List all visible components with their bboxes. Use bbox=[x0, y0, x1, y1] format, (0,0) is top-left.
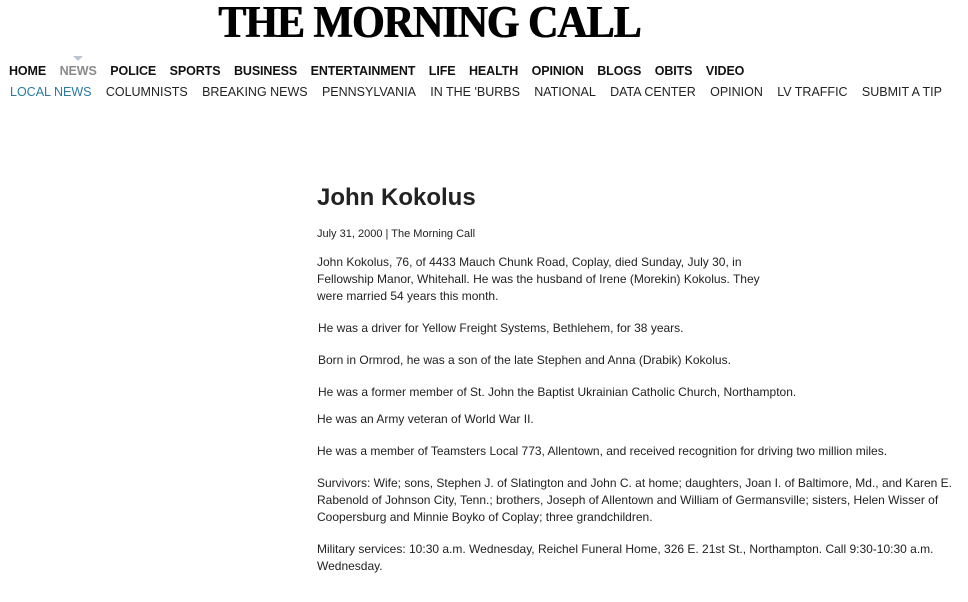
nav-health[interactable]: HEALTH bbox=[468, 64, 519, 78]
article-source: The Morning Call bbox=[391, 228, 476, 240]
article-title: John Kokolus bbox=[317, 184, 476, 211]
nav-obits[interactable]: OBITS bbox=[654, 64, 693, 78]
nav-life[interactable]: LIFE bbox=[428, 64, 456, 78]
secondary-nav bbox=[10, 84, 956, 100]
paragraph-line: He was a member of Teamsters Local 773, Allentown, and received recognition for driving two million miles. bbox=[317, 444, 888, 458]
article-paragraph bbox=[317, 443, 967, 460]
article-paragraph bbox=[317, 254, 967, 305]
nav-opinion[interactable]: OPINION bbox=[531, 64, 584, 78]
primary-nav bbox=[9, 63, 758, 79]
obituary-article bbox=[317, 182, 967, 590]
subnav-columnists[interactable]: COLUMNISTS bbox=[105, 85, 188, 99]
subnav-in-the-burbs[interactable]: IN THE 'BURBS bbox=[430, 85, 520, 99]
article-date: July 31, 2000 bbox=[317, 228, 383, 240]
subnav-lv-traffic[interactable]: LV TRAFFIC bbox=[777, 85, 848, 99]
subnav-data-center[interactable]: DATA CENTER bbox=[610, 85, 696, 99]
paragraph-line: were married 54 years this month. bbox=[317, 289, 499, 303]
nav-video[interactable]: VIDEO bbox=[705, 64, 745, 78]
nav-sports[interactable]: SPORTS bbox=[169, 64, 221, 78]
active-caret-icon bbox=[73, 56, 83, 61]
nav-news-label: NEWS bbox=[59, 64, 97, 78]
subnav-submit-a-tip[interactable]: SUBMIT A TIP bbox=[861, 85, 942, 99]
paragraph-line: Survivors: Wife; sons, Stephen J. of Slatington and John C. at home; daughters, Joan I. of Baltimore, Md., and Karen E. bbox=[317, 476, 953, 490]
subnav-pennsylvania[interactable]: PENNSYLVANIA bbox=[321, 85, 416, 99]
paragraph-line: Coopersburg and Minnie Boyko of Coplay; three grandchildren. bbox=[317, 510, 653, 524]
paragraph-line: Military services: 10:30 a.m. Wednesday, Reichel Funeral Home, 326 E. 21st St., Northampton. Call 9:30-10:30 a.m. bbox=[317, 542, 934, 556]
paragraph-line: Wednesday. bbox=[317, 559, 383, 573]
site-logo[interactable]: THE MORNING CALL bbox=[218, 0, 641, 47]
paragraph-line: He was an Army veteran of World War II. bbox=[317, 412, 534, 426]
paragraph-line: Born in Ormrod, he was a son of the late Stephen and Anna (Drabik) Kokolus. bbox=[318, 353, 731, 367]
subnav-national[interactable]: NATIONAL bbox=[534, 85, 596, 99]
nav-home[interactable]: HOME bbox=[9, 64, 47, 78]
paragraph-line: He was a driver for Yellow Freight Systems, Bethlehem, for 38 years. bbox=[318, 321, 684, 335]
article-paragraph bbox=[317, 320, 967, 337]
subnav-local-news[interactable]: LOCAL NEWS bbox=[10, 85, 92, 99]
paragraph-line: John Kokolus, 76, of 4433 Mauch Chunk Road, Coplay, died Sunday, July 30, in bbox=[317, 255, 742, 269]
meta-separator: | bbox=[385, 228, 389, 240]
article-paragraph bbox=[317, 352, 967, 369]
nav-blogs[interactable]: BLOGS bbox=[597, 64, 642, 78]
paragraph-line: He was a former member of St. John the Baptist Ukrainian Catholic Church, Northampton. bbox=[318, 385, 797, 399]
article-meta bbox=[317, 227, 967, 241]
paragraph-line: Rabenold of Johnson City, Tenn.; brothers, Joseph of Allentown and William of Germansville; sisters, Helen Wisser of bbox=[317, 493, 939, 507]
nav-news[interactable] bbox=[60, 63, 97, 79]
paragraph-line: Fellowship Manor, Whitehall. He was the husband of Irene (Morekin) Kokolus. They bbox=[317, 272, 760, 286]
article-paragraph bbox=[317, 384, 967, 401]
subnav-breaking-news[interactable]: BREAKING NEWS bbox=[202, 85, 308, 99]
article-paragraph bbox=[317, 411, 967, 428]
nav-entertainment[interactable]: ENTERTAINMENT bbox=[310, 64, 416, 78]
article-paragraph bbox=[317, 541, 967, 575]
subnav-opinion[interactable]: OPINION bbox=[710, 85, 763, 99]
article-paragraph bbox=[317, 475, 967, 526]
nav-police[interactable]: POLICE bbox=[110, 64, 157, 78]
nav-business[interactable]: BUSINESS bbox=[233, 64, 298, 78]
